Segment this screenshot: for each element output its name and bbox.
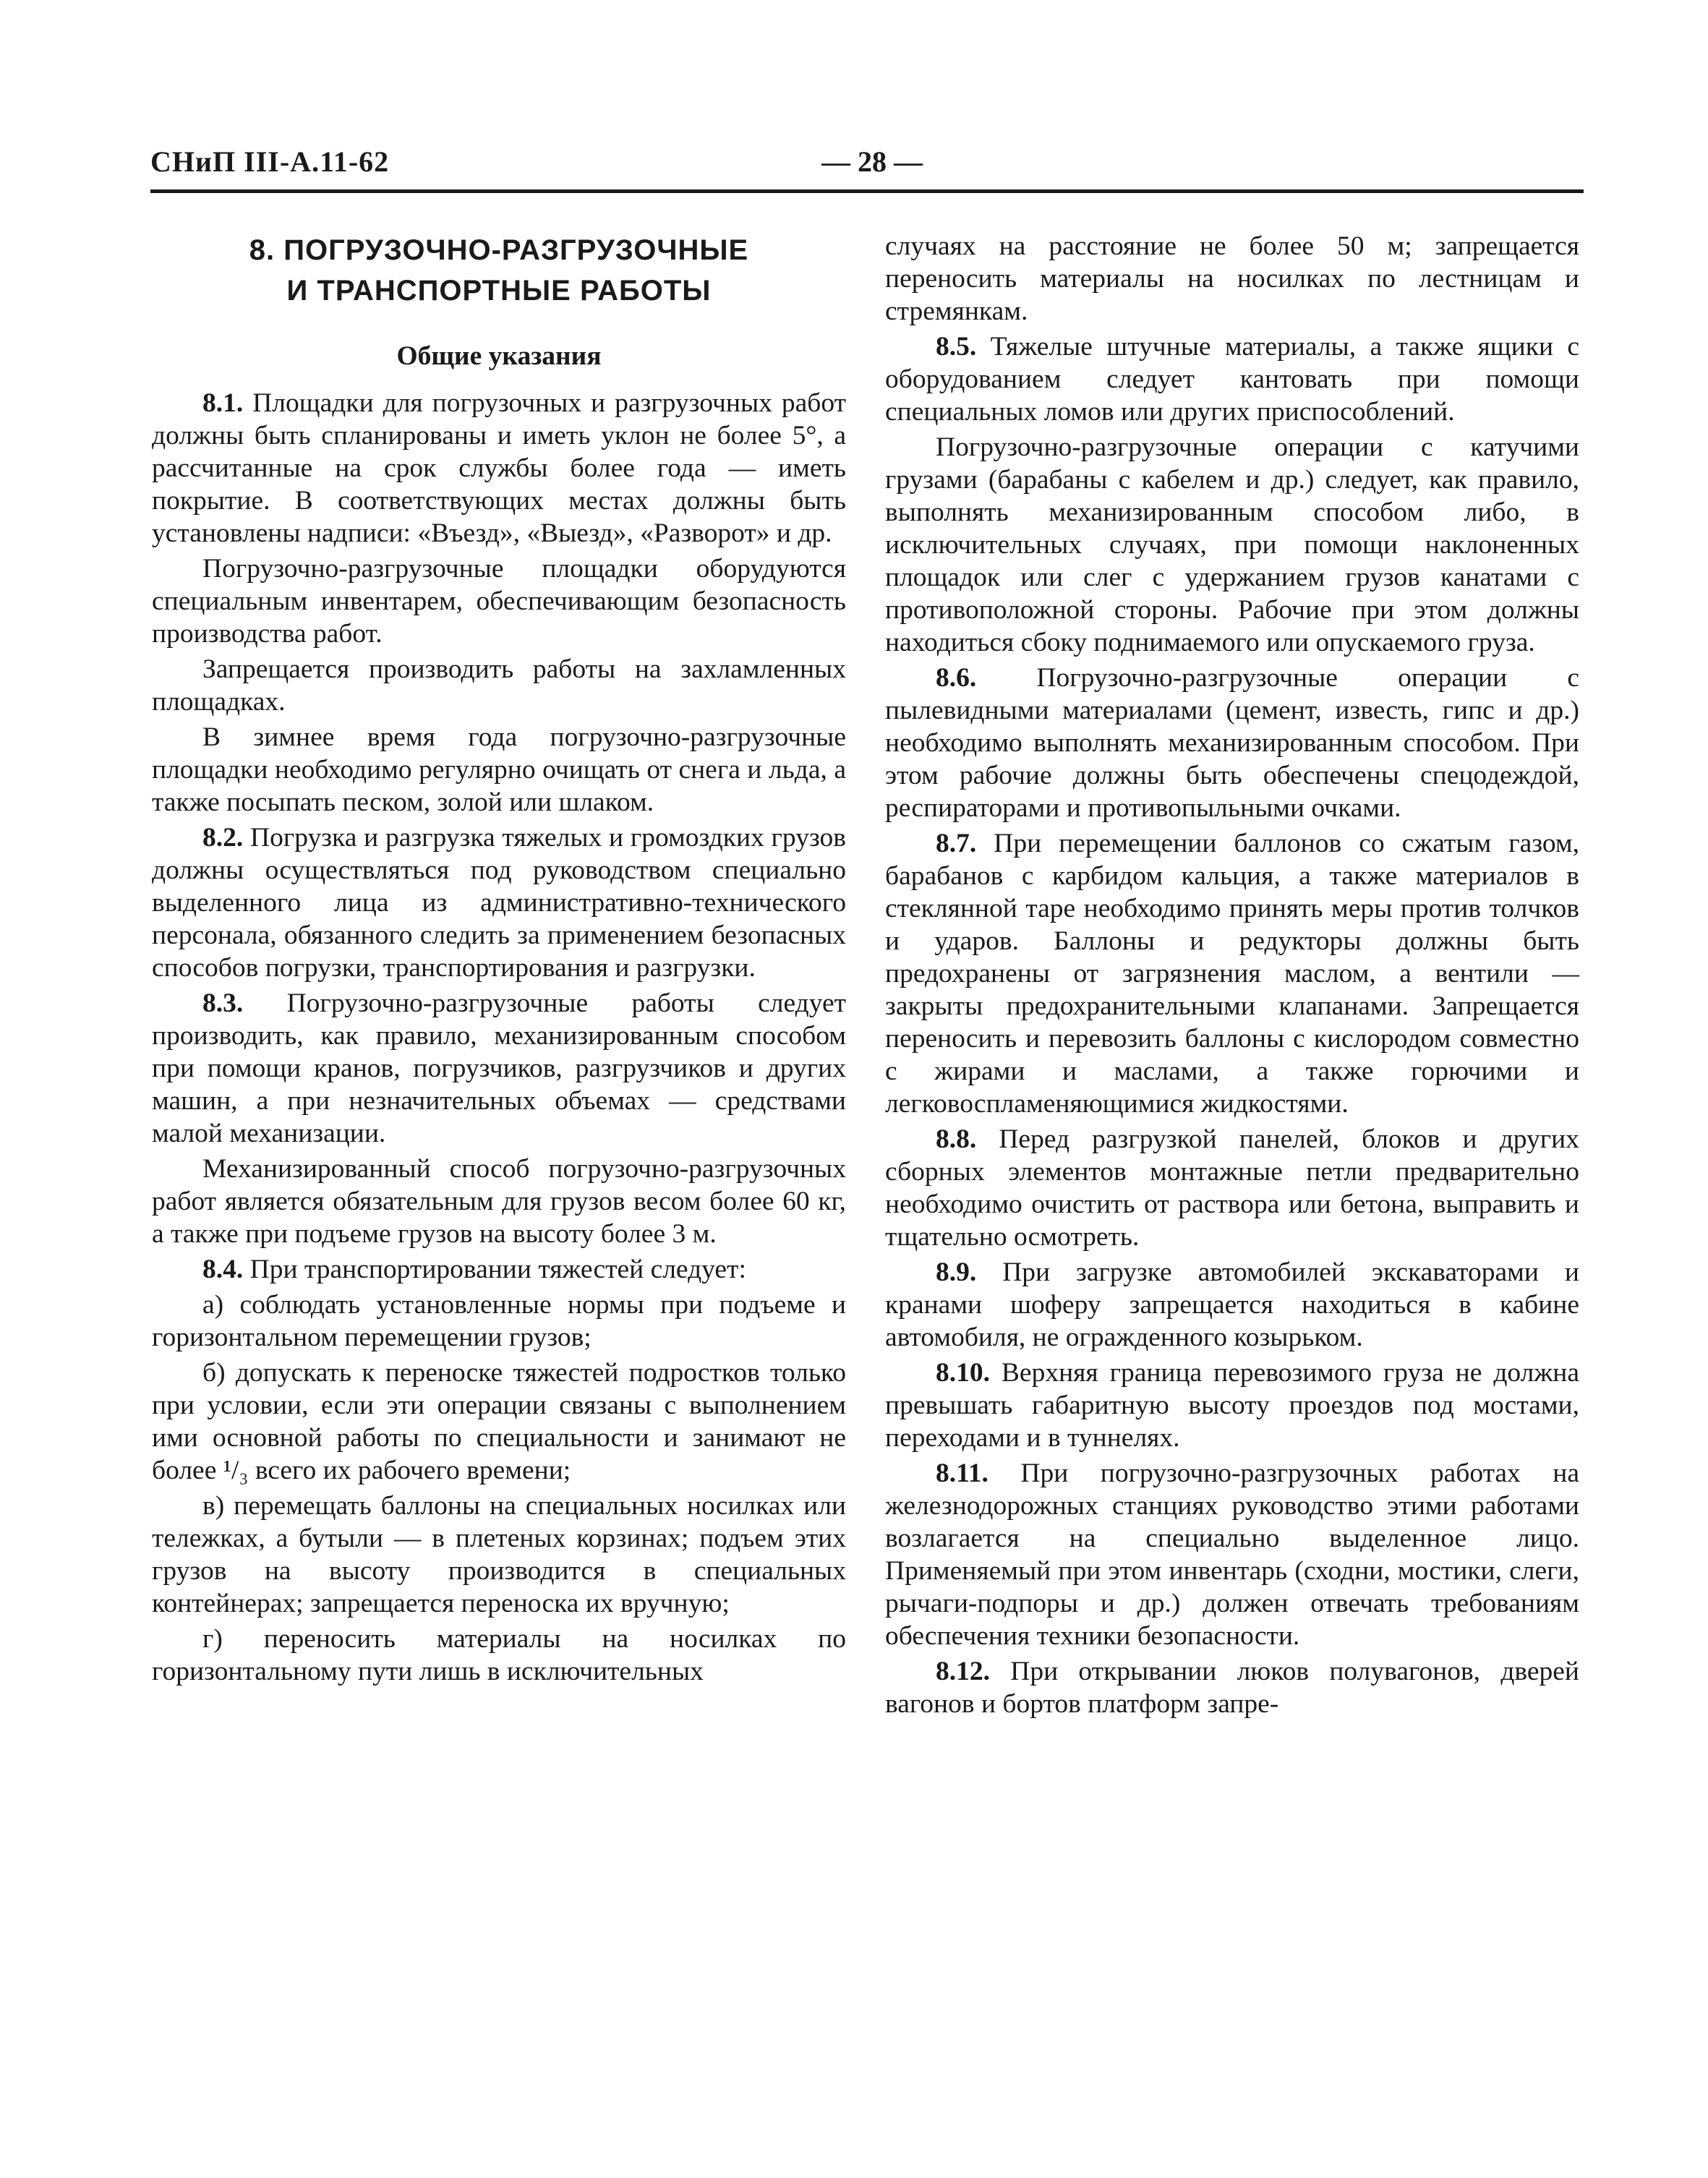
right-paragraphs [885, 230, 1579, 1720]
paragraph-text: Механизированный способ погрузочно-разгрузочных работ является обязательным для грузов весом более 60 кг, а также при подъеме грузов на высоту более 3 м. [152, 1154, 846, 1249]
clause-number: 8.12. [936, 1657, 990, 1686]
paragraph-text: При открывании люков полувагонов, дверей вагонов и бортов платформ запре- [885, 1657, 1579, 1719]
paragraph [152, 1253, 846, 1286]
paragraph-text: Погрузочно-разгрузочные операции с катучими грузами (барабаны с кабелем и др.) следует, как правило, выполнять механизированным способом либо, в исключительных случаях, при помощи наклоненных площадок или слег с удержанием грузов канатами с противоположной стороны. Рабочие при этом должны находиться сбоку поднимаемого или опускаемого груза. [885, 432, 1579, 657]
page-header [150, 145, 1584, 188]
clause-number: 8.5. [936, 332, 977, 362]
clause-number: 8.8. [936, 1124, 977, 1154]
paragraph-text: Погрузочно-разгрузочные работы следует производить, как правило, механизированным способом при помощи кранов, погрузчиков, разгрузчиков и других машин, а при незначительных объемах — средствами малой механизации. [152, 988, 846, 1148]
clause-number: 8.11. [936, 1459, 988, 1488]
paragraph [152, 1357, 846, 1487]
paragraph [152, 721, 846, 819]
paragraph [152, 552, 846, 650]
paragraph-text: Перед разгрузкой панелей, блоков и других сборных элементов монтажные петли предварительно необходимо очистить от раствора или бетона, выправить и тщательно осмотреть. [885, 1124, 1579, 1252]
section-title [152, 230, 846, 311]
left-column [152, 230, 846, 1691]
paragraph-text: В зимнее время года погрузочно-разгрузочные площадки необходимо регулярно очищать от снега и льда, а также посыпать песком, золой или шлаком. [152, 722, 846, 817]
paragraph [152, 1289, 846, 1354]
paragraph [885, 1123, 1579, 1253]
header-rule [150, 189, 1584, 193]
paragraph-text: случаях на расстояние не более 50 м; запрещается переносить материалы на носилках по лестницам и стремянкам. [885, 231, 1579, 326]
paragraph [885, 330, 1579, 428]
paragraph-text: б) допускать к переноске тяжестей подростков только при условии, если эти операции связаны с выполнением ими основной работы по специальности и занимают не более ¹/₃ всего их рабочего времени; [152, 1358, 846, 1485]
paragraph [885, 1256, 1579, 1354]
clause-number: 8.4. [202, 1255, 244, 1284]
paragraph-text: Верхняя граница перевозимого груза не должна превышать габаритную высоту проездов под мостами, переходами и в туннелях. [885, 1358, 1579, 1453]
paragraph [152, 1623, 846, 1688]
document-id: СНиП III-А.11-62 [150, 145, 390, 178]
section-title-line-2: И ТРАНСПОРТНЫЕ РАБОТЫ [286, 275, 712, 307]
right-column [885, 230, 1579, 1723]
paragraph-text: Погрузочно-разгрузочные операции с пылевидными материалами (цемент, известь, гипс и др.) необходимо выполнять механизированным способом. При этом рабочие должны быть обеспечены спецодеждой, респираторами и противопыльными очками. [885, 663, 1579, 823]
paragraph [885, 1457, 1579, 1652]
paragraph [885, 662, 1579, 824]
clause-number: 8.7. [936, 829, 977, 858]
section-subtitle: Общие указания [396, 341, 602, 371]
paragraph [152, 1490, 846, 1620]
page-number: — 28 — [821, 145, 923, 178]
clause-number: 8.3. [202, 988, 244, 1018]
clause-number: 8.9. [936, 1257, 977, 1287]
paragraph-text: Погрузочно-разгрузочные площадки оборудуются специальным инвентарем, обеспечивающим безопасность производства работ. [152, 554, 846, 649]
paragraph-text: При перемещении баллонов со сжатым газом, барабанов с карбидом кальция, а также материалов в стеклянной таре необходимо принять меры против толчков и ударов. Баллоны и редукторы должны быть предохранены от загрязнения маслом, а вентили — закрыты предохранительными клапанами. Запрещается переносить и перевозить баллоны с кислородом совместно с жирами и маслами, а также горючими и легковоспламеняющимися жидкостями. [885, 829, 1579, 1119]
paragraph-text: Погрузка и разгрузка тяжелых и громоздких грузов должны осуществляться под руководством специально выделенного лица из административно-технического персонала, обязанного следить за применением безопасных способов погрузки, транспортирования и разгрузки. [152, 823, 846, 983]
left-paragraphs [152, 387, 846, 1688]
paragraph [885, 1655, 1579, 1720]
paragraph [152, 821, 846, 984]
clause-number: 8.1. [202, 388, 244, 418]
paragraph-text: При погрузочно-разгрузочных работах на железнодорожных станциях руководство этими работами возлагается на специально выделенное лицо. Применяемый при этом инвентарь (сходни, мостики, слеги, рычаги-подпоры и др.) должен отвечать требованиям обеспечения техники безопасности. [885, 1459, 1579, 1651]
paragraph [152, 653, 846, 718]
paragraph [885, 230, 1579, 328]
paragraph [885, 827, 1579, 1120]
paragraph-text: При транспортировании тяжестей следует: [243, 1255, 746, 1284]
paragraph [152, 987, 846, 1150]
clause-number: 8.2. [202, 823, 244, 853]
paragraph [152, 1153, 846, 1250]
paragraph [885, 431, 1579, 659]
paragraph-text: г) переносить материалы на носилках по горизонтальному пути лишь в исключительных [152, 1624, 846, 1686]
clause-number: 8.10. [936, 1358, 990, 1388]
paragraph-text: При загрузке автомобилей экскаваторами и кранами шоферу запрещается находиться в кабине автомобиля, не огражденного козырьком. [885, 1257, 1579, 1352]
clause-number: 8.6. [936, 663, 977, 693]
section-title-line-1: 8. ПОГРУЗОЧНО-РАЗГРУЗОЧНЫЕ [249, 234, 749, 266]
paragraph-text: Площадки для погрузочных и разгрузочных работ должны быть спланированы и иметь уклон не более 5°, а рассчитанные на срок службы более года — иметь покрытие. В соответствующих местах должны быть установлены надписи: «Въезд», «Выезд», «Разворот» и др. [152, 388, 846, 548]
paragraph [152, 387, 846, 550]
paragraph [885, 1357, 1579, 1454]
paragraph-text: а) соблюдать установленные нормы при подъеме и горизонтальном перемещении грузов; [152, 1290, 846, 1352]
paragraph-text: в) перемещать баллоны на специальных носилках или тележках, а бутыли — в плетеных корзинах; подъем этих грузов на высоту производится в специальных контейнерах; запрещается переноска их вручную; [152, 1491, 846, 1618]
paragraph-text: Тяжелые штучные материалы, а также ящики с оборудованием следует кантовать при помощи специальных ломов или других приспособлений. [885, 332, 1579, 427]
paragraph-text: Запрещается производить работы на захламленных площадках. [152, 654, 846, 717]
